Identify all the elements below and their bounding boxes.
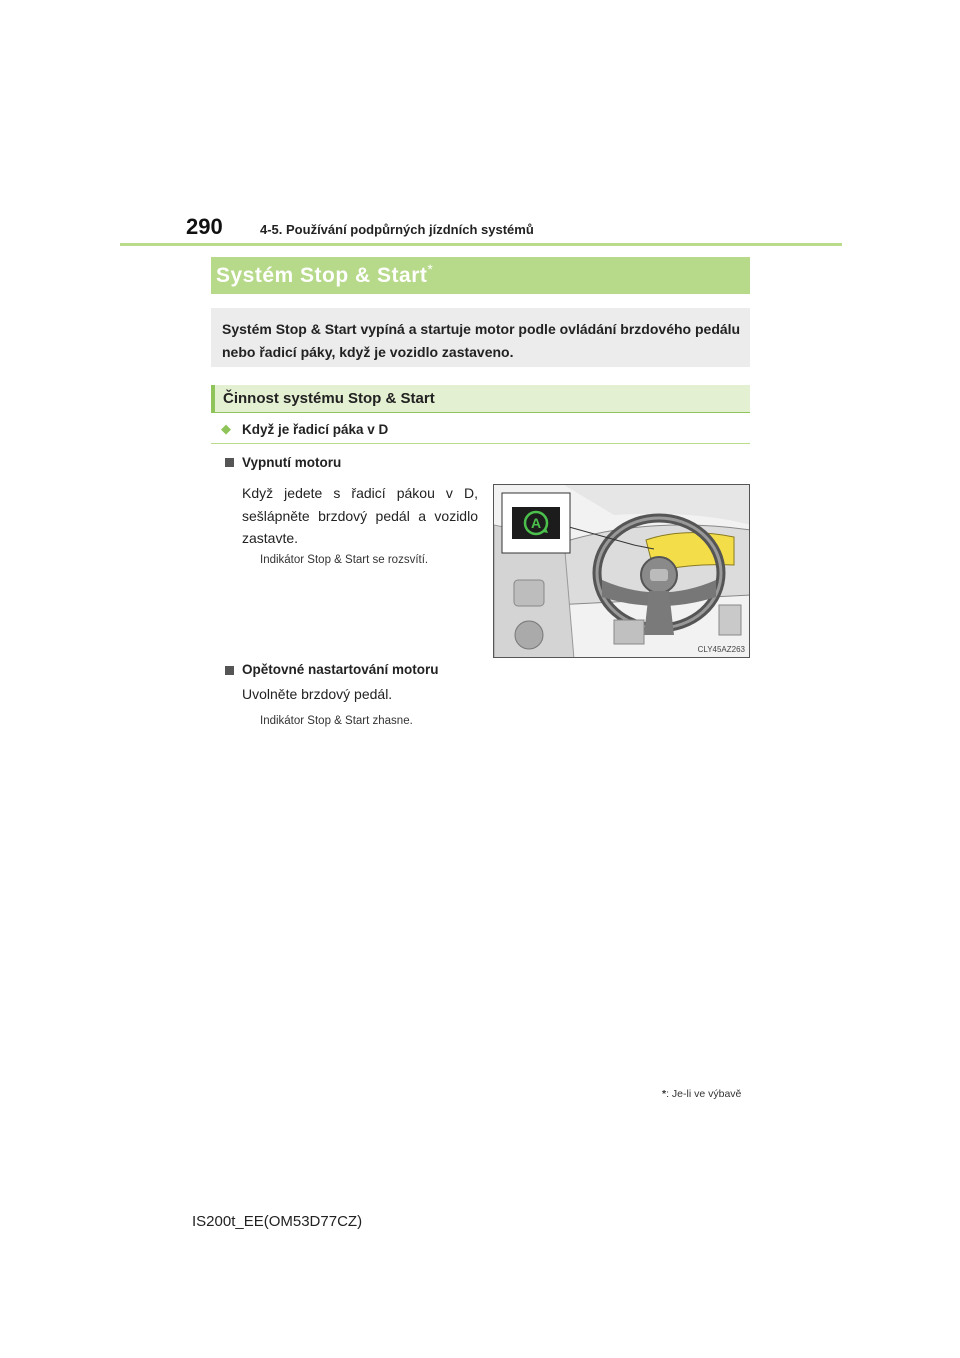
dashboard-illustration bbox=[493, 484, 750, 658]
engine-restart-heading: Opětovné nastartování motoru bbox=[242, 662, 439, 677]
condition-heading: Když je řadicí páka v D bbox=[242, 422, 389, 437]
engine-restart-note: Indikátor Stop & Start zhasne. bbox=[260, 715, 413, 727]
page-number: 290 bbox=[186, 214, 223, 239]
indicator-letter: A bbox=[530, 515, 542, 531]
square-bullet-icon bbox=[225, 458, 234, 467]
header-divider bbox=[120, 243, 842, 246]
subsection-title: Činnost systému Stop & Start bbox=[223, 390, 435, 407]
subsection-accent bbox=[211, 385, 215, 412]
engine-stop-heading: Vypnutí motoru bbox=[242, 455, 342, 470]
diamond-icon: ◆ bbox=[221, 421, 231, 436]
section-title-text: Systém Stop & Start bbox=[216, 264, 428, 287]
model-code: IS200t_EE(OM53D77CZ) bbox=[192, 1213, 363, 1230]
intro-text: Systém Stop & Start vypíná a startuje motor podle ovládání brzdového pedálu nebo řadicí páky, když je vozidlo zastaveno. bbox=[222, 321, 741, 360]
availability-mark: * bbox=[427, 261, 434, 277]
engine-restart-text: Uvolněte brzdový pedál. bbox=[242, 686, 393, 702]
engine-stop-note: Indikátor Stop & Start se rozsvítí. bbox=[260, 554, 429, 566]
footnote-mark: * bbox=[662, 1088, 667, 1100]
chapter-title: 4-5. Používání podpůrných jízdních systémů bbox=[260, 222, 534, 237]
square-bullet-icon bbox=[225, 666, 234, 675]
footnote bbox=[662, 1088, 741, 1100]
section-title bbox=[216, 261, 433, 288]
steering-wheel-illustration bbox=[494, 485, 750, 658]
illustration-code: CLY45AZ263 bbox=[697, 645, 745, 654]
condition-rule bbox=[211, 443, 750, 444]
engine-stop-text: Když jedete s řadicí pákou v D, sešlápněte brzdový pedál a vozidlo zastavte. bbox=[242, 485, 478, 546]
footnote-text: : Je-li ve výbavě bbox=[666, 1088, 742, 1100]
subsection-rule bbox=[211, 412, 750, 413]
